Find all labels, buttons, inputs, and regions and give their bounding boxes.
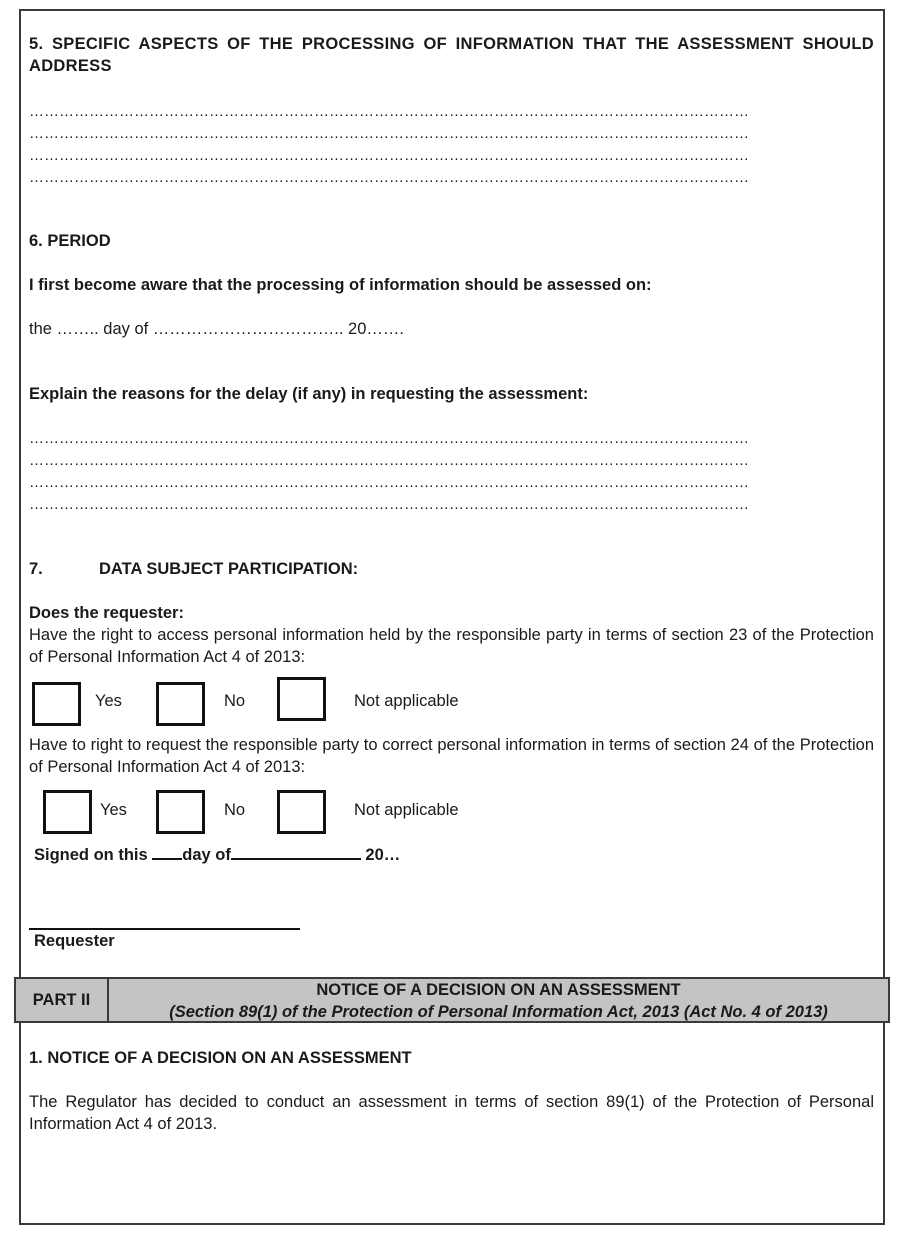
delay-answer-lines[interactable] (29, 428, 859, 516)
access-right-question: Have the right to access personal information held by the responsible party in terms of section 23 of the Protection of Personal Information Act 4 of 2013: (29, 626, 874, 666)
section7-number: 7. (29, 560, 43, 578)
correct-right-question: Have to right to request the responsible party to correct personal information in terms of section 24 of the Protection of Personal Information Act 4 of 2013: (29, 736, 874, 776)
part2-label: PART II (16, 979, 109, 1021)
requester-label: Requester (34, 932, 115, 950)
dotted-line: ……………………………………………………………………………………………………………………………… (29, 452, 749, 469)
correct-na-checkbox[interactable] (277, 790, 326, 834)
dotted-line: ……………………………………………………………………………………………………………………………… (29, 474, 749, 491)
yes-label: Yes (100, 801, 127, 819)
not-applicable-label: Not applicable (354, 801, 459, 819)
dotted-line: ……………………………………………………………………………………………………………………………… (29, 103, 749, 120)
yes-label: Yes (95, 692, 122, 710)
correct-no-checkbox[interactable] (156, 790, 205, 834)
section6-heading: 6. PERIOD (29, 232, 111, 250)
delay-prompt: Explain the reasons for the delay (if any) in requesting the assessment: (29, 385, 589, 403)
dotted-line: ……………………………………………………………………………………………………………………………… (29, 169, 749, 186)
no-label: No (224, 692, 246, 710)
part2-title-block (109, 979, 888, 1023)
signed-prefix: Signed on this (34, 846, 153, 864)
correct-yes-checkbox[interactable] (43, 790, 92, 834)
notice-body: The Regulator has decided to conduct an assessment in terms of section 89(1) of the Protection of Personal Information Act 4 of 2013. (29, 1093, 874, 1133)
dotted-line: ……………………………………………………………………………………………………………………………… (29, 496, 749, 513)
access-yes-checkbox[interactable] (32, 682, 81, 726)
section5-heading: 5. SPECIFIC ASPECTS OF THE PROCESSING OF INFORMATION THAT THE ASSESSMENT SHOULD ADDRESS (29, 35, 874, 75)
dotted-line: ……………………………………………………………………………………………………………………………… (29, 147, 749, 164)
part2-subtitle: (Section 89(1) of the Protection of Personal Information Act, 2013 (Act No. 4 of 2013) (169, 1003, 828, 1021)
part2-banner (14, 977, 890, 1023)
signed-month-blank[interactable] (231, 843, 361, 860)
notice-heading: 1. NOTICE OF A DECISION ON AN ASSESSMENT (29, 1049, 412, 1067)
dotted-line: ……………………………………………………………………………………………………………………………… (29, 430, 749, 447)
access-no-checkbox[interactable] (156, 682, 205, 726)
section7-heading: DATA SUBJECT PARTICIPATION: (99, 560, 359, 578)
signed-day-blank[interactable] (152, 843, 182, 860)
section5-answer-lines[interactable] (29, 101, 859, 189)
access-na-checkbox[interactable] (277, 677, 326, 721)
no-label: No (224, 801, 246, 819)
signed-day-label: day of (182, 846, 231, 864)
not-applicable-label: Not applicable (354, 692, 459, 710)
signed-year: 20… (360, 846, 401, 864)
aware-date-line[interactable]: the …….. day of …………………………….. 20……. (29, 320, 404, 338)
part2-title: NOTICE OF A DECISION ON AN ASSESSMENT (316, 981, 681, 999)
aware-prompt: I first become aware that the processing of information should be assessed on: (29, 276, 652, 294)
requester-question: Does the requester: (29, 604, 184, 622)
signed-on-line (34, 843, 400, 866)
dotted-line: ……………………………………………………………………………………………………………………………… (29, 125, 749, 142)
